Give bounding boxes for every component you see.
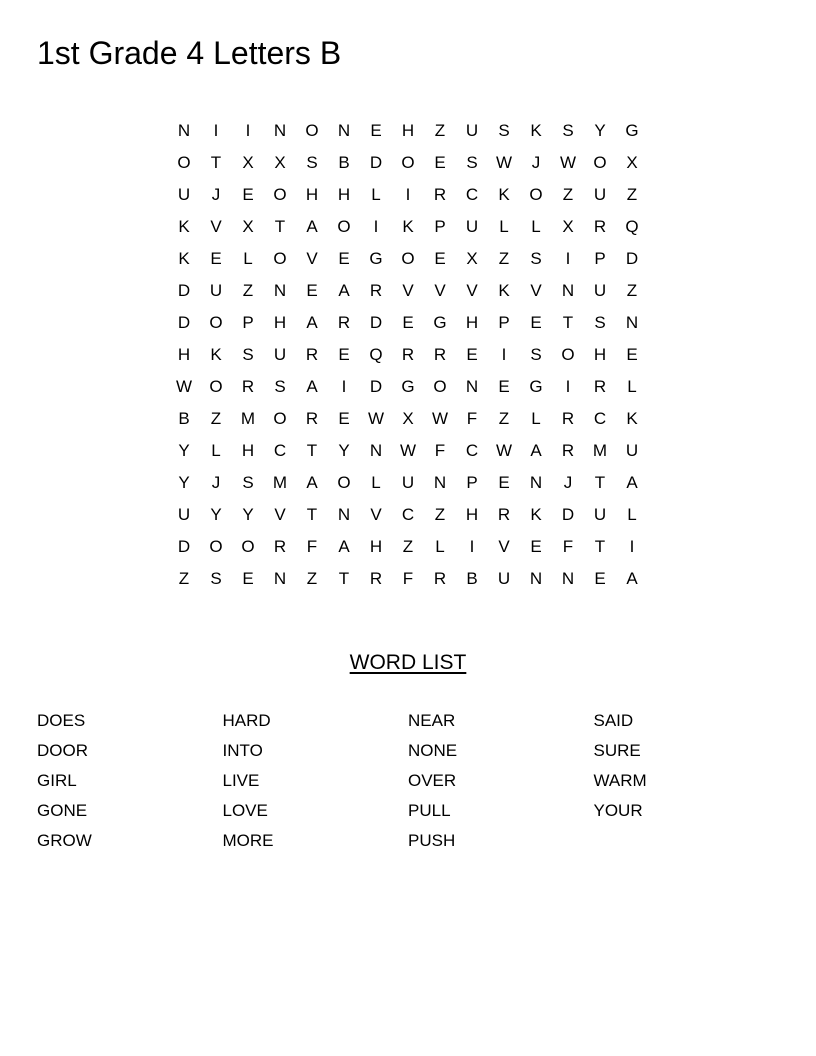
grid-letter: W: [495, 153, 513, 172]
grid-letter: R: [593, 377, 607, 396]
grid-letter: U: [465, 217, 479, 236]
word-list-item: SURE: [593, 741, 641, 760]
grid-letter: E: [498, 473, 510, 492]
grid-letter: U: [177, 185, 191, 204]
grid-letter: G: [529, 377, 543, 396]
grid-letter: S: [530, 345, 542, 364]
grid-letter: O: [529, 185, 543, 204]
grid-letter: D: [369, 153, 383, 172]
grid-letter: D: [561, 505, 575, 524]
grid-letter: T: [562, 313, 574, 332]
grid-letter: C: [593, 409, 607, 428]
grid-letter: E: [370, 121, 382, 140]
grid-letter: S: [466, 153, 478, 172]
word-list-item: SAID: [593, 711, 634, 730]
grid-letter: U: [465, 121, 479, 140]
grid-letter: X: [274, 153, 286, 172]
word-list-heading: [0, 650, 816, 676]
grid-letter: Z: [498, 409, 510, 428]
grid-letter: E: [530, 537, 542, 556]
grid-letter: M: [272, 473, 288, 492]
grid-letter: I: [629, 537, 635, 556]
grid-letter: R: [241, 377, 255, 396]
grid-letter: A: [306, 217, 318, 236]
grid-letter: L: [627, 505, 637, 524]
grid-letter: A: [338, 537, 350, 556]
grid-letter: H: [241, 441, 255, 460]
grid-letter: L: [211, 441, 221, 460]
grid-letter: O: [209, 377, 223, 396]
grid-letter: N: [273, 281, 287, 300]
grid-letter: W: [367, 409, 385, 428]
word-list-item: NEAR: [408, 711, 456, 730]
grid-letter: K: [402, 217, 414, 236]
grid-letter: O: [273, 249, 287, 268]
grid-letter: Z: [402, 537, 414, 556]
grid-letter: L: [435, 537, 445, 556]
grid-letter: R: [305, 409, 319, 428]
grid-letter: Z: [210, 409, 222, 428]
grid-letter: Z: [178, 569, 190, 588]
grid-letter: T: [210, 153, 222, 172]
grid-letter: O: [401, 153, 415, 172]
grid-letter: X: [562, 217, 574, 236]
word-list-column: [408, 706, 594, 856]
grid-letter: R: [369, 281, 383, 300]
grid-letter: R: [369, 569, 383, 588]
grid-letter: X: [402, 409, 414, 428]
grid-letter: H: [305, 185, 319, 204]
grid-letter: M: [240, 409, 256, 428]
grid-letter: I: [469, 537, 475, 556]
grid-letter: K: [530, 505, 542, 524]
grid-letter: S: [242, 473, 254, 492]
grid-letter: L: [371, 185, 381, 204]
grid-letter: V: [434, 281, 446, 300]
grid-letter: U: [593, 505, 607, 524]
grid-letter: O: [177, 153, 191, 172]
grid-letter: O: [241, 537, 255, 556]
grid-letter: R: [561, 441, 575, 460]
grid-letter: Z: [434, 121, 446, 140]
grid-letter: E: [626, 345, 638, 364]
grid-letter: R: [401, 345, 415, 364]
grid-letter: R: [433, 345, 447, 364]
grid-letter: R: [305, 345, 319, 364]
grid-letter: I: [405, 185, 411, 204]
grid-letter: J: [563, 473, 573, 492]
grid-letter: K: [178, 249, 190, 268]
grid-letter: S: [530, 249, 542, 268]
grid-letter: E: [594, 569, 606, 588]
grid-letter: S: [210, 569, 222, 588]
grid-letter: H: [273, 313, 287, 332]
grid-letter: Z: [498, 249, 510, 268]
word-list-item: GONE: [37, 801, 88, 820]
grid-letter: W: [559, 153, 577, 172]
grid-letter: R: [273, 537, 287, 556]
word-list-item: MORE: [222, 831, 274, 850]
grid-letter: Y: [210, 505, 222, 524]
grid-letter: O: [433, 377, 447, 396]
grid-letter: F: [466, 409, 478, 428]
grid-letter: L: [243, 249, 253, 268]
grid-letter: B: [466, 569, 478, 588]
grid-letter: H: [369, 537, 383, 556]
grid-letter: E: [338, 345, 350, 364]
grid-letter: V: [274, 505, 286, 524]
grid-letter: N: [273, 569, 287, 588]
grid-letter: C: [465, 185, 479, 204]
grid-letter: N: [177, 121, 191, 140]
word-list: [37, 706, 779, 856]
grid-letter: X: [242, 217, 254, 236]
grid-letter: O: [305, 121, 319, 140]
grid-letter: A: [306, 473, 318, 492]
grid-letter: E: [242, 569, 254, 588]
grid-letter: Y: [594, 121, 606, 140]
grid-letter: Y: [178, 473, 190, 492]
grid-letter: H: [465, 313, 479, 332]
grid-letter: E: [306, 281, 318, 300]
grid-letter: E: [338, 409, 350, 428]
grid-letter: V: [306, 249, 318, 268]
grid-letter: D: [177, 281, 191, 300]
grid-letter: U: [593, 185, 607, 204]
grid-letter: Z: [242, 281, 254, 300]
grid-letter: D: [625, 249, 639, 268]
grid-letter: G: [625, 121, 639, 140]
grid-letter: V: [370, 505, 382, 524]
grid-letter: I: [373, 217, 379, 236]
grid-letter: N: [337, 505, 351, 524]
grid-letter: A: [306, 313, 318, 332]
grid-letter: Z: [626, 281, 638, 300]
grid-letter: A: [338, 281, 350, 300]
grid-letter: E: [434, 153, 446, 172]
word-list-item: DOES: [37, 711, 86, 730]
grid-letter: T: [306, 505, 318, 524]
grid-letter: N: [561, 569, 575, 588]
word-list-column: [223, 706, 409, 856]
grid-letter: Z: [306, 569, 318, 588]
grid-letter: L: [499, 217, 509, 236]
grid-letter: H: [465, 505, 479, 524]
grid-letter: I: [245, 121, 251, 140]
grid-letter: O: [209, 537, 223, 556]
grid-letter: O: [561, 345, 575, 364]
word-list-item: YOUR: [593, 801, 643, 820]
page-title: 1st Grade 4 Letters B: [37, 35, 342, 71]
grid-letter: I: [565, 377, 571, 396]
grid-letter: S: [242, 345, 254, 364]
grid-letter: L: [531, 409, 541, 428]
grid-letter: N: [561, 281, 575, 300]
grid-letter: H: [337, 185, 351, 204]
grid-letter: A: [306, 377, 318, 396]
grid-letter: K: [498, 281, 510, 300]
grid-letter: O: [593, 153, 607, 172]
grid-letter: Y: [178, 441, 190, 460]
grid-letter: X: [466, 249, 478, 268]
grid-letter: U: [625, 441, 639, 460]
word-search-grid: [168, 115, 648, 595]
grid-letter: I: [501, 345, 507, 364]
word-list-item: GIRL: [37, 771, 77, 790]
grid-letter: W: [399, 441, 417, 460]
word-list-item: HARD: [222, 711, 271, 730]
grid-letter: N: [529, 473, 543, 492]
grid-letter: W: [495, 441, 513, 460]
word-list-item: INTO: [222, 741, 263, 760]
grid-letter: P: [594, 249, 606, 268]
grid-letter: O: [401, 249, 415, 268]
grid-letter: U: [273, 345, 287, 364]
grid-letter: K: [626, 409, 638, 428]
grid-letter: C: [465, 441, 479, 460]
grid-letter: T: [594, 473, 606, 492]
grid-letter: N: [337, 121, 351, 140]
grid-letter: A: [626, 473, 638, 492]
grid-letter: D: [369, 377, 383, 396]
word-list-item: LOVE: [222, 801, 268, 820]
grid-letter: T: [338, 569, 350, 588]
grid-letter: R: [433, 569, 447, 588]
grid-letter: O: [337, 473, 351, 492]
grid-letter: F: [306, 537, 318, 556]
grid-letter: E: [530, 313, 542, 332]
grid-letter: F: [562, 537, 574, 556]
grid-letter: T: [594, 537, 606, 556]
grid-letter: Q: [625, 217, 639, 236]
grid-letter: U: [401, 473, 415, 492]
grid-letter: E: [338, 249, 350, 268]
grid-letter: R: [433, 185, 447, 204]
grid-letter: O: [273, 409, 287, 428]
word-list-item: DOOR: [37, 741, 88, 760]
word-list-item: NONE: [408, 741, 458, 760]
grid-letter: A: [626, 569, 638, 588]
grid-letter: I: [213, 121, 219, 140]
grid-letter: L: [531, 217, 541, 236]
grid-letter: J: [211, 473, 221, 492]
grid-letter: S: [594, 313, 606, 332]
grid-letter: L: [627, 377, 637, 396]
grid-letter: I: [341, 377, 347, 396]
grid-letter: X: [626, 153, 638, 172]
word-list-item: GROW: [37, 831, 92, 850]
grid-letter: H: [177, 345, 191, 364]
grid-letter: H: [593, 345, 607, 364]
grid-letter: S: [274, 377, 286, 396]
grid-letter: C: [401, 505, 415, 524]
grid-letter: V: [530, 281, 542, 300]
grid-letter: V: [402, 281, 414, 300]
grid-letter: V: [466, 281, 478, 300]
word-list-item: OVER: [408, 771, 457, 790]
word-list-column: [37, 706, 223, 856]
grid-letter: B: [178, 409, 190, 428]
grid-letter: B: [338, 153, 350, 172]
grid-letter: K: [178, 217, 190, 236]
grid-letter: E: [210, 249, 222, 268]
grid-letter: D: [369, 313, 383, 332]
grid-letter: J: [531, 153, 541, 172]
word-list-item: PULL: [408, 801, 451, 820]
word-list-item: WARM: [593, 771, 647, 790]
grid-letter: E: [498, 377, 510, 396]
grid-letter: R: [593, 217, 607, 236]
grid-letter: N: [625, 313, 639, 332]
grid-letter: H: [401, 121, 415, 140]
grid-letter: E: [466, 345, 478, 364]
grid-letter: J: [211, 185, 221, 204]
grid-letter: N: [433, 473, 447, 492]
grid-letter: K: [498, 185, 510, 204]
word-list-column: [594, 706, 780, 856]
grid-letter: O: [337, 217, 351, 236]
word-list-item: LIVE: [222, 771, 260, 790]
grid-letter: E: [242, 185, 254, 204]
grid-letter: E: [434, 249, 446, 268]
grid-letter: U: [593, 281, 607, 300]
grid-letter: N: [465, 377, 479, 396]
grid-letter: C: [273, 441, 287, 460]
word-list-heading-text: WORD LIST: [349, 651, 467, 674]
grid-letter: U: [209, 281, 223, 300]
grid-letter: Q: [369, 345, 383, 364]
grid-letter: K: [210, 345, 222, 364]
grid-letter: P: [434, 217, 446, 236]
grid-letter: Z: [434, 505, 446, 524]
grid-letter: V: [210, 217, 222, 236]
grid-letter: S: [498, 121, 510, 140]
grid-letter: D: [177, 537, 191, 556]
grid-letter: V: [498, 537, 510, 556]
grid-letter: Z: [562, 185, 574, 204]
grid-letter: S: [562, 121, 574, 140]
grid-letter: P: [498, 313, 510, 332]
grid-letter: G: [369, 249, 383, 268]
grid-letter: D: [177, 313, 191, 332]
grid-letter: G: [433, 313, 447, 332]
grid-letter: A: [530, 441, 542, 460]
grid-letter: N: [273, 121, 287, 140]
grid-letter: S: [306, 153, 318, 172]
grid-letter: E: [402, 313, 414, 332]
grid-letter: N: [529, 569, 543, 588]
grid-letter: Z: [626, 185, 638, 204]
grid-letter: F: [402, 569, 414, 588]
grid-letter: T: [274, 217, 286, 236]
grid-letter: U: [497, 569, 511, 588]
grid-letter: R: [497, 505, 511, 524]
grid-letter: F: [434, 441, 446, 460]
grid-letter: G: [401, 377, 415, 396]
grid-letter: K: [530, 121, 542, 140]
grid-letter: W: [431, 409, 449, 428]
grid-letter: R: [337, 313, 351, 332]
grid-letter: P: [242, 313, 254, 332]
grid-letter: O: [209, 313, 223, 332]
grid-letter: Y: [338, 441, 350, 460]
word-list-item: PUSH: [408, 831, 456, 850]
grid-letter: M: [592, 441, 608, 460]
grid-letter: Y: [242, 505, 254, 524]
grid-letter: I: [565, 249, 571, 268]
grid-letter: O: [273, 185, 287, 204]
grid-letter: X: [242, 153, 254, 172]
grid-letter: W: [175, 377, 193, 396]
grid-letter: R: [561, 409, 575, 428]
grid-letter: L: [371, 473, 381, 492]
grid-letter: N: [369, 441, 383, 460]
grid-letter: U: [177, 505, 191, 524]
grid-letter: T: [306, 441, 318, 460]
grid-letter: P: [466, 473, 478, 492]
